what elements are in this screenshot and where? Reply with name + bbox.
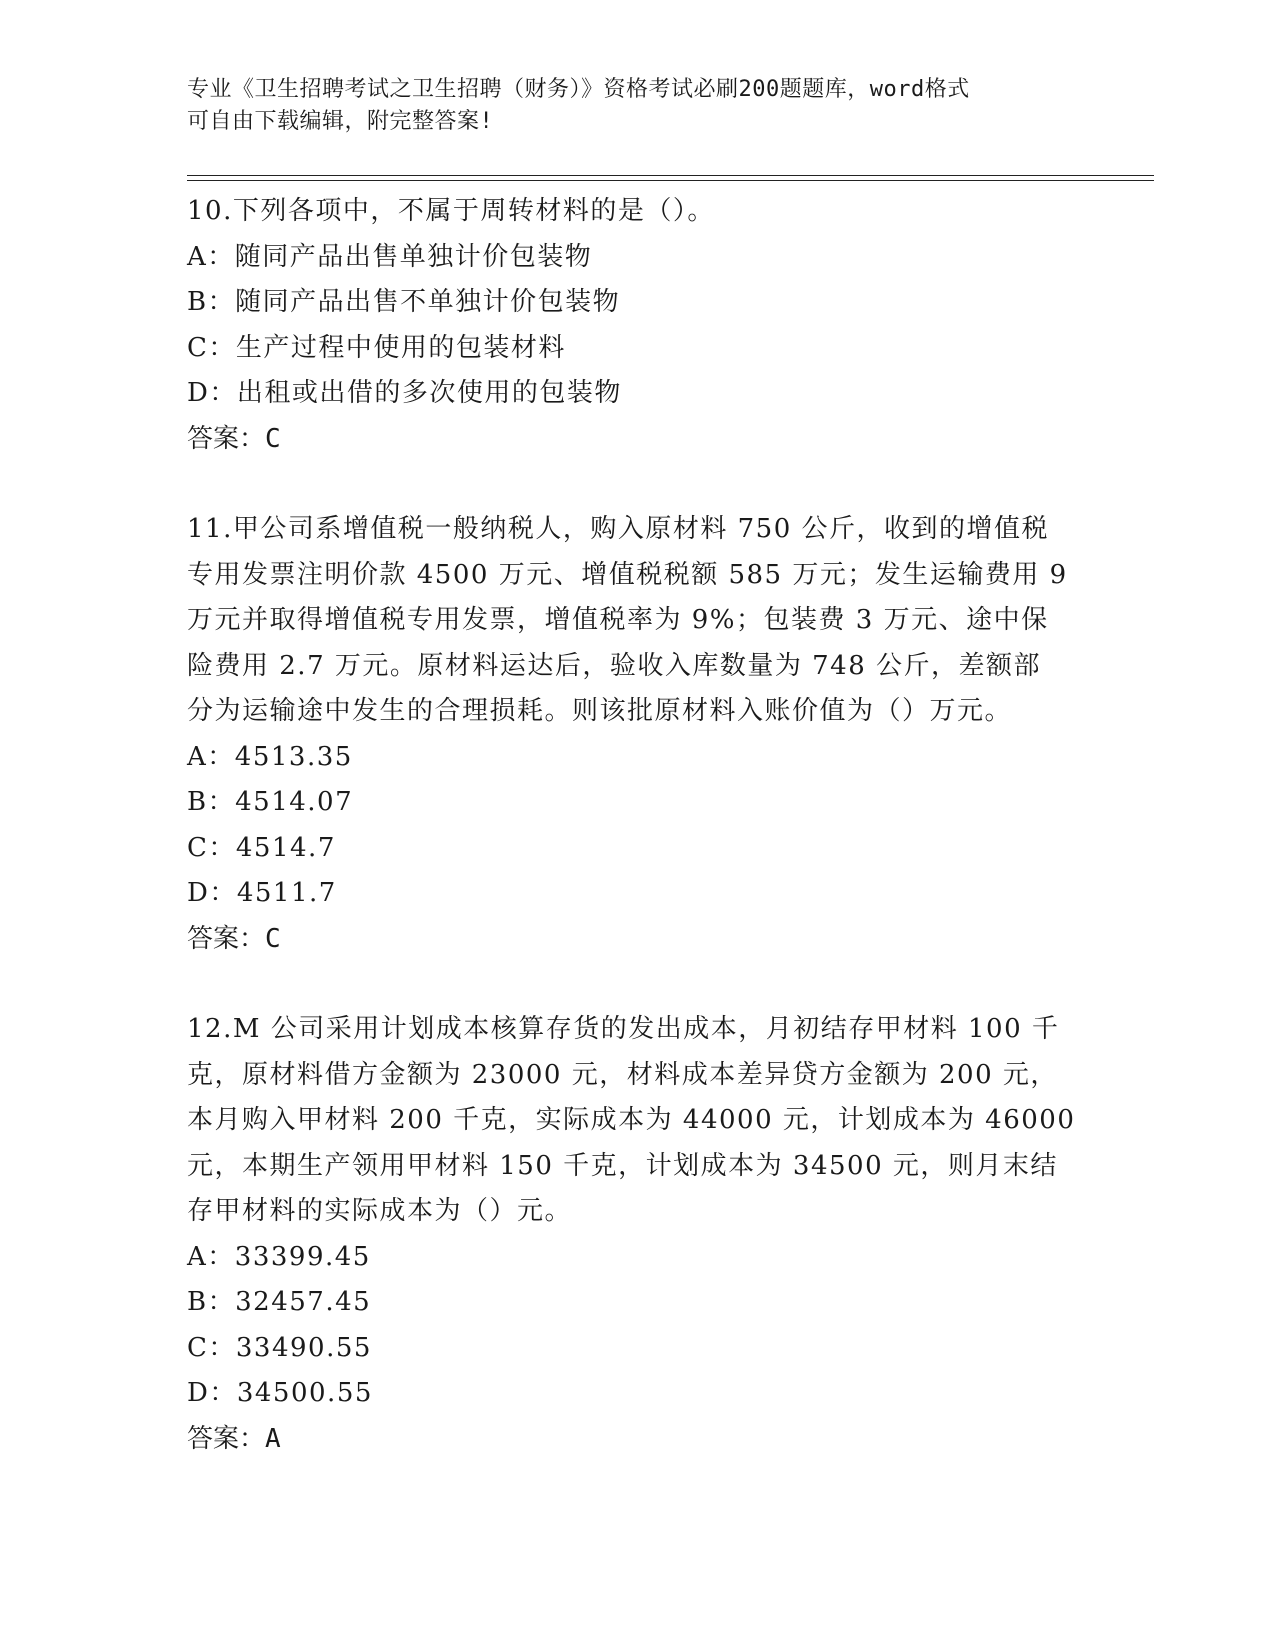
question-stem: 分为运输途中发生的合理损耗。则该批原材料入账价值为（）万元。: [187, 696, 1013, 726]
header-line-2: 可自由下载编辑，附完整答案!: [187, 109, 494, 134]
spacer: [187, 962, 1087, 1007]
option-d: D：出租或出借的多次使用的包装物: [187, 378, 622, 408]
option-c: C：33490.55: [187, 1332, 372, 1363]
question-stem: 元，本期生产领用甲材料 150 千克，计划成本为 34500 元，则月末结: [187, 1150, 1058, 1181]
option-b: B：随同产品出售不单独计价包装物: [187, 287, 621, 317]
question-stem: 险费用 2.7 万元。原材料运达后，验收入库数量为 748 公斤，差额部: [187, 650, 1042, 681]
question-stem: 本月购入甲材料 200 千克，实际成本为 44000 元，计划成本为 46000: [187, 1105, 1076, 1135]
header-line-1: 专业《卫生招聘考试之卫生招聘（财务）》资格考试必刷200题题库，word格式: [187, 77, 970, 102]
question-list: [187, 189, 1087, 1462]
question-stem: 12.M 公司采用计划成本核算存货的发出成本，月初结存甲材料 100 千: [187, 1014, 1060, 1044]
header-divider-top: [187, 175, 1154, 176]
spacer: [187, 462, 1087, 507]
option-d: D：4511.7: [187, 878, 337, 908]
option-b: B：32457.45: [187, 1287, 372, 1317]
document-header: [187, 74, 1087, 138]
question-stem: 10.下列各项中，不属于周转材料的是（）。: [187, 196, 715, 226]
option-a: A：33399.45: [187, 1241, 371, 1272]
question-stem: 存甲材料的实际成本为（）元。: [187, 1196, 573, 1226]
option-c: C：生产过程中使用的包装材料: [187, 332, 566, 363]
option-d: D：34500.55: [187, 1378, 373, 1408]
answer: 答案：A: [187, 1423, 281, 1454]
answer: 答案：C: [187, 423, 281, 454]
question-stem: 万元并取得增值税专用发票，增值税率为 9%；包装费 3 万元、途中保: [187, 605, 1049, 635]
option-b: B：4514.07: [187, 787, 354, 817]
question-stem: 专用发票注明价款 4500 万元、增值税税额 585 万元；发生运输费用 9: [187, 559, 1068, 590]
option-c: C：4514.7: [187, 832, 336, 863]
question-stem: 克，原材料借方金额为 23000 元，材料成本差异贷方金额为 200 元，: [187, 1059, 1058, 1090]
option-a: A：随同产品出售单独计价包装物: [187, 241, 593, 272]
answer: 答案：C: [187, 923, 281, 954]
question-11: [187, 507, 1087, 962]
question-10: [187, 189, 1087, 462]
header-divider-bottom: [187, 180, 1154, 181]
question-12: [187, 1007, 1087, 1462]
question-stem: 11.甲公司系增值税一般纳税人，购入原材料 750 公斤，收到的增值税: [187, 514, 1050, 544]
option-a: A：4513.35: [187, 741, 353, 772]
